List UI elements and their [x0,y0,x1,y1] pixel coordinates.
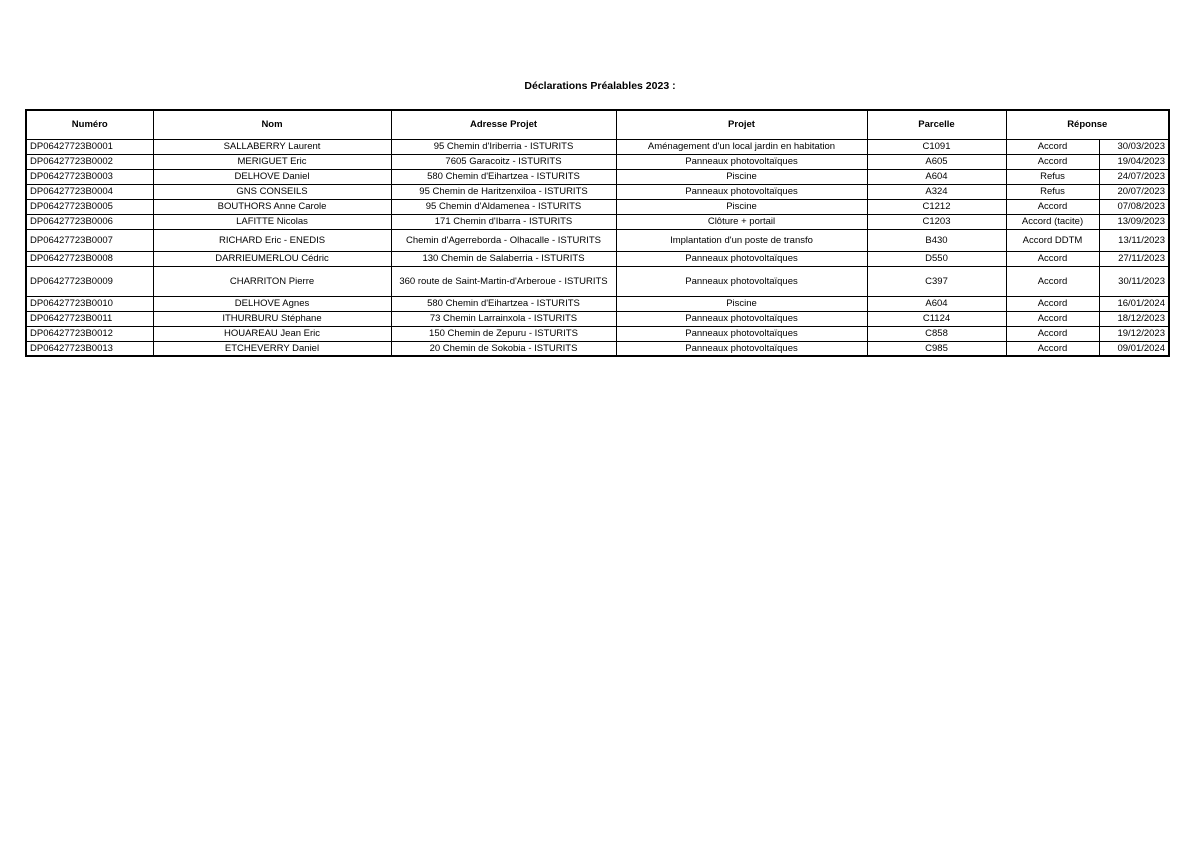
cell-nom: MERIGUET Eric [153,154,391,169]
cell-nom: BOUTHORS Anne Carole [153,199,391,214]
cell-nom: SALLABERRY Laurent [153,139,391,154]
cell-nom: DARRIEUMERLOU Cédric [153,251,391,266]
cell-date: 27/11/2023 [1099,251,1169,266]
cell-reponse: Refus [1006,169,1099,184]
table-row [26,169,1169,184]
cell-date: 16/01/2024 [1099,296,1169,311]
cell-date: 24/07/2023 [1099,169,1169,184]
cell-numero: DP06427723B0002 [26,154,153,169]
cell-projet: Piscine [616,199,867,214]
declarations-table [25,109,1170,357]
cell-numero: DP06427723B0013 [26,341,153,356]
cell-parcelle: D550 [867,251,1006,266]
cell-parcelle: C1124 [867,311,1006,326]
cell-adresse: 95 Chemin de Haritzenxiloa - ISTURITS [391,184,616,199]
cell-date: 30/11/2023 [1099,266,1169,296]
cell-date: 19/04/2023 [1099,154,1169,169]
cell-numero: DP06427723B0003 [26,169,153,184]
cell-projet: Implantation d'un poste de transfo [616,229,867,251]
table-row [26,326,1169,341]
cell-projet: Panneaux photovoltaïques [616,341,867,356]
cell-nom: ETCHEVERRY Daniel [153,341,391,356]
cell-reponse: Accord [1006,341,1099,356]
cell-projet: Panneaux photovoltaïques [616,266,867,296]
column-header-numero: Numéro [26,110,153,139]
cell-nom: HOUAREAU Jean Eric [153,326,391,341]
cell-parcelle: C858 [867,326,1006,341]
cell-nom: DELHOVE Agnes [153,296,391,311]
column-header-parcelle: Parcelle [867,110,1006,139]
table-header-row [26,110,1169,139]
cell-date: 18/12/2023 [1099,311,1169,326]
cell-numero: DP06427723B0008 [26,251,153,266]
cell-reponse: Accord [1006,266,1099,296]
cell-parcelle: C1091 [867,139,1006,154]
cell-adresse: 95 Chemin d'Iriberria - ISTURITS [391,139,616,154]
cell-parcelle: C985 [867,341,1006,356]
column-header-adresse: Adresse Projet [391,110,616,139]
cell-numero: DP06427723B0001 [26,139,153,154]
cell-reponse: Refus [1006,184,1099,199]
cell-date: 13/09/2023 [1099,214,1169,229]
cell-nom: CHARRITON Pierre [153,266,391,296]
cell-date: 30/03/2023 [1099,139,1169,154]
cell-nom: RICHARD Eric - ENEDIS [153,229,391,251]
table-row [26,311,1169,326]
cell-projet: Piscine [616,169,867,184]
cell-date: 19/12/2023 [1099,326,1169,341]
table-row [26,199,1169,214]
table-row [26,229,1169,251]
cell-numero: DP06427723B0004 [26,184,153,199]
cell-reponse: Accord DDTM [1006,229,1099,251]
cell-numero: DP06427723B0010 [26,296,153,311]
cell-reponse: Accord (tacite) [1006,214,1099,229]
cell-projet: Panneaux photovoltaïques [616,251,867,266]
page-title: Déclarations Préalables 2023 : [524,80,676,92]
cell-numero: DP06427723B0011 [26,311,153,326]
cell-adresse: Chemin d'Agerreborda - Olhacalle - ISTURITS [391,229,616,251]
cell-projet: Clôture + portail [616,214,867,229]
cell-adresse: 20 Chemin de Sokobia - ISTURITS [391,341,616,356]
column-header-reponse: Réponse [1006,110,1169,139]
table-row [26,184,1169,199]
column-header-projet: Projet [616,110,867,139]
cell-adresse: 130 Chemin de Salaberria - ISTURITS [391,251,616,266]
table-row [26,154,1169,169]
column-header-nom: Nom [153,110,391,139]
cell-adresse: 580 Chemin d'Eihartzea - ISTURITS [391,296,616,311]
cell-reponse: Accord [1006,311,1099,326]
cell-parcelle: C1212 [867,199,1006,214]
cell-reponse: Accord [1006,154,1099,169]
cell-reponse: Accord [1006,139,1099,154]
cell-numero: DP06427723B0009 [26,266,153,296]
cell-projet: Panneaux photovoltaïques [616,154,867,169]
cell-date: 20/07/2023 [1099,184,1169,199]
cell-parcelle: A324 [867,184,1006,199]
cell-nom: ITHURBURU Stéphane [153,311,391,326]
cell-date: 07/08/2023 [1099,199,1169,214]
cell-adresse: 95 Chemin d'Aldamenea - ISTURITS [391,199,616,214]
cell-reponse: Accord [1006,326,1099,341]
table-row [26,296,1169,311]
cell-nom: GNS CONSEILS [153,184,391,199]
cell-projet: Piscine [616,296,867,311]
cell-projet: Panneaux photovoltaïques [616,326,867,341]
cell-parcelle: A604 [867,169,1006,184]
cell-projet: Panneaux photovoltaïques [616,184,867,199]
cell-parcelle: B430 [867,229,1006,251]
cell-reponse: Accord [1006,199,1099,214]
table-row [26,214,1169,229]
cell-adresse: 580 Chemin d'Eihartzea - ISTURITS [391,169,616,184]
cell-reponse: Accord [1006,296,1099,311]
cell-reponse: Accord [1006,251,1099,266]
table-row [26,251,1169,266]
cell-numero: DP06427723B0005 [26,199,153,214]
table-row [26,341,1169,356]
cell-projet: Aménagement d'un local jardin en habitation [616,139,867,154]
cell-parcelle: C1203 [867,214,1006,229]
cell-parcelle: A604 [867,296,1006,311]
cell-adresse: 7605 Garacoitz - ISTURITS [391,154,616,169]
cell-adresse: 360 route de Saint-Martin-d'Arberoue - ISTURITS [391,266,616,296]
cell-numero: DP06427723B0007 [26,229,153,251]
cell-numero: DP06427723B0006 [26,214,153,229]
cell-date: 13/11/2023 [1099,229,1169,251]
cell-adresse: 150 Chemin de Zepuru - ISTURITS [391,326,616,341]
table-row [26,139,1169,154]
cell-parcelle: C397 [867,266,1006,296]
cell-numero: DP06427723B0012 [26,326,153,341]
table-row [26,266,1169,296]
cell-date: 09/01/2024 [1099,341,1169,356]
cell-parcelle: A605 [867,154,1006,169]
cell-nom: DELHOVE Daniel [153,169,391,184]
cell-projet: Panneaux photovoltaïques [616,311,867,326]
cell-adresse: 171 Chemin d'Ibarra - ISTURITS [391,214,616,229]
cell-adresse: 73 Chemin Larrainxola - ISTURITS [391,311,616,326]
cell-nom: LAFITTE Nicolas [153,214,391,229]
